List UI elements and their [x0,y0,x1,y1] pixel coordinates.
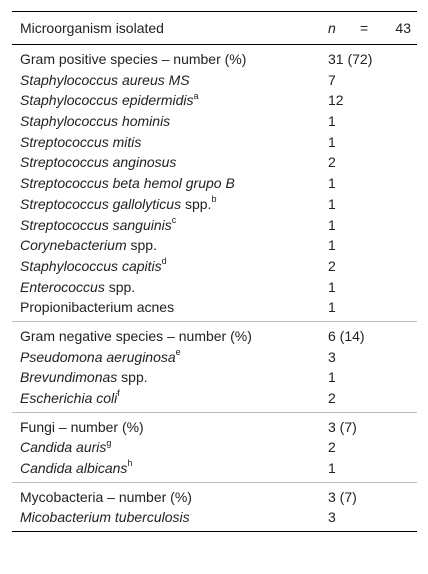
count-value: 1 [328,195,336,212]
group-gram-positive [12,45,417,322]
count-value: 1 [328,175,336,192]
species-suffix: spp. [126,237,157,254]
species-suffix: spp. [104,278,136,295]
table-row [12,367,417,388]
footnote-marker: c [171,214,177,225]
count-value: 1 [328,299,336,316]
category-name: Gram negative species – number (%) [20,327,252,344]
species-name: Candida albicans [20,460,128,477]
species-cell [20,458,132,479]
table-row [12,437,417,458]
species-name: Staphylococcus epidermidis [20,92,194,109]
table-row [12,132,417,153]
species-name: Streptococcus anginosus [20,154,177,171]
table-row [12,507,417,528]
count-value: 1 [328,133,336,150]
header-n-label: n [328,20,336,36]
table-row [12,152,417,173]
count-value: 31 (72) [328,51,373,67]
table-row [12,277,417,298]
species-suffix: spp. [117,369,148,386]
footnote-marker: f [117,388,120,399]
count-value: 2 [328,257,336,274]
footnote-marker: b [211,194,217,205]
count-value: 2 [328,390,336,406]
category-name: Fungi – number (%) [20,418,144,435]
species-name: Streptococcus beta hemol grupo B [20,175,235,192]
count-value: 3 [328,509,336,526]
table-row [12,70,417,91]
group-fungi [12,413,417,483]
species-name: Staphylococcus aureus MS [20,71,190,88]
table-row [12,256,417,277]
header-n-equals: = [360,20,369,36]
species-name: Staphylococcus capitis [20,257,162,274]
count-value: 1 [328,216,336,233]
species-cell [20,388,120,409]
group-mycobacteria [12,483,417,532]
species-name: Propionibacterium acnes [20,299,175,316]
category-name: Gram positive species – number (%) [20,51,247,67]
count-value: 1 [328,278,336,295]
footnote-marker: a [193,90,199,101]
species-name: Corynebacterium [20,237,127,254]
header-n-value: 43 [395,20,411,36]
species-name: Staphylococcus hominis [20,113,171,130]
table-row [12,111,417,132]
species-cell [20,235,157,256]
table-row [12,326,417,347]
species-name: Pseudomona aeruginosa [20,348,176,365]
count-value: 3 (7) [328,488,357,505]
table-row [12,90,417,111]
species-name: Candida auris [20,439,107,456]
species-cell [20,277,135,298]
species-cell [20,256,167,277]
count-value: 3 (7) [328,418,357,435]
table-row [12,235,417,256]
species-name: Streptococcus mitis [20,133,142,150]
species-cell [20,437,111,458]
species-suffix: spp. [181,195,212,212]
footnote-marker: e [175,346,181,357]
species-name: Escherichia coli [20,390,118,406]
group-gram-negative [12,322,417,413]
count-value: 12 [328,92,344,109]
count-value: 1 [328,369,336,386]
species-name: Brevundimonas [20,369,118,386]
species-name: Streptococcus sanguinis [20,216,172,233]
microorganism-table [12,11,417,532]
table-row [12,388,417,409]
footnote-marker: h [127,458,133,469]
count-value: 3 [328,348,336,365]
count-value: 2 [328,439,336,456]
species-name: Enterococcus [20,278,105,295]
footnote-marker: d [161,256,167,267]
species-cell [20,347,181,368]
species-cell [20,215,176,236]
table-row [12,297,417,318]
header-n-count [328,20,411,36]
table-row [12,347,417,368]
species-name: Streptococcus gallolyticus [20,195,182,212]
table-row [12,194,417,215]
count-value: 1 [328,237,336,254]
table-row [12,487,417,508]
count-value: 2 [328,154,336,171]
table-row [12,215,417,236]
footnote-marker: g [106,437,112,448]
table-row [12,173,417,194]
species-name: Micobacterium tuberculosis [20,509,190,526]
count-value: 1 [328,460,336,477]
count-value: 7 [328,71,336,88]
category-name: Mycobacteria – number (%) [20,488,192,505]
count-value: 6 (14) [328,327,365,344]
species-cell [20,90,199,111]
header-microorganism: Microorganism isolated [20,20,164,36]
table-row [12,417,417,438]
species-cell [20,367,148,388]
table-row [12,49,417,70]
table-row [12,458,417,479]
table-header [12,11,417,45]
count-value: 1 [328,113,336,130]
species-cell [20,194,216,215]
